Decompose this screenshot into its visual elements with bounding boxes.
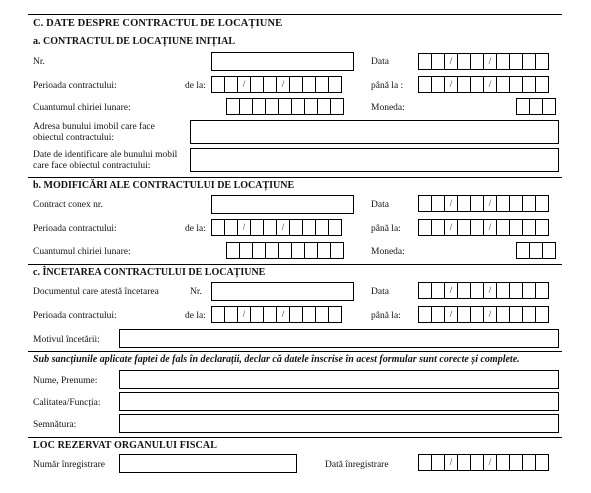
data-inregistrare-label: Dată înregistrare — [325, 460, 389, 470]
input-cell[interactable] — [457, 76, 471, 93]
date-separator-cell: / — [276, 76, 290, 93]
input-cell[interactable] — [496, 76, 510, 93]
input-cell[interactable] — [516, 98, 530, 115]
date-separator-cell: / — [444, 76, 458, 93]
period-from-grid[interactable] — [211, 219, 342, 236]
input-cell[interactable] — [457, 219, 471, 236]
period-from-grid[interactable] — [211, 306, 342, 323]
input-cell[interactable] — [470, 454, 484, 471]
input-cell[interactable] — [252, 98, 266, 115]
input-cell[interactable] — [431, 454, 445, 471]
input-cell[interactable] — [522, 195, 536, 212]
input-cell[interactable] — [278, 98, 292, 115]
input-cell[interactable] — [226, 98, 240, 115]
rent-amount-grid[interactable] — [226, 98, 344, 115]
input-cell[interactable] — [470, 219, 484, 236]
panala-label: până la : — [371, 81, 404, 91]
nr-label: Nr. — [190, 287, 202, 297]
signature-input[interactable] — [119, 414, 559, 433]
input-cell[interactable] — [289, 306, 303, 323]
input-cell[interactable] — [431, 195, 445, 212]
input-cell[interactable] — [522, 306, 536, 323]
cuantum-label: Cuantumul chiriei lunare: — [33, 103, 131, 113]
input-cell[interactable] — [470, 76, 484, 93]
period-to-grid[interactable] — [418, 219, 549, 236]
input-cell[interactable] — [317, 98, 331, 115]
input-cell[interactable] — [278, 242, 292, 259]
nr-label: Nr. — [33, 57, 45, 67]
input-cell[interactable] — [516, 242, 530, 259]
input-cell[interactable] — [330, 242, 344, 259]
declaration-text: Sub sancțiunile aplicate faptei de fals în declarații, declar că datele înscrise în acest formular sunt corecte și complete. — [33, 354, 520, 365]
input-cell[interactable] — [542, 242, 556, 259]
period-from-grid[interactable] — [211, 76, 342, 93]
section-c-title: C. DATE DESPRE CONTRACTUL DE LOCAȚIUNE — [33, 18, 283, 29]
input-cell[interactable] — [250, 219, 264, 236]
input-cell[interactable] — [509, 219, 523, 236]
nume-label: Nume, Prenume: — [33, 376, 98, 386]
input-cell[interactable] — [317, 242, 331, 259]
input-cell[interactable] — [302, 306, 316, 323]
input-cell[interactable] — [522, 219, 536, 236]
date-separator-cell: / — [483, 219, 497, 236]
date-separator-cell: / — [276, 306, 290, 323]
input-cell[interactable] — [457, 306, 471, 323]
perioada-label: Perioada contractului: — [33, 311, 117, 321]
input-cell[interactable] — [263, 219, 277, 236]
termination-date-grid[interactable] — [418, 282, 549, 299]
input-cell[interactable] — [509, 306, 523, 323]
input-cell[interactable] — [226, 242, 240, 259]
input-cell[interactable] — [470, 195, 484, 212]
input-cell[interactable] — [496, 306, 510, 323]
moneda-label: Moneda: — [371, 103, 405, 113]
input-cell[interactable] — [418, 53, 432, 70]
input-cell[interactable] — [509, 454, 523, 471]
input-cell[interactable] — [263, 306, 277, 323]
data-label: Data — [371, 57, 389, 67]
input-cell[interactable] — [302, 76, 316, 93]
input-cell[interactable] — [509, 282, 523, 299]
position-input[interactable] — [119, 392, 559, 411]
date-separator-cell: / — [444, 454, 458, 471]
motiv-label: Motivul încetării: — [33, 335, 100, 345]
input-cell[interactable] — [496, 195, 510, 212]
panala-label: până la: — [371, 311, 401, 321]
input-cell[interactable] — [265, 242, 279, 259]
date-separator-cell: / — [444, 306, 458, 323]
termination-reason-input[interactable] — [119, 329, 559, 348]
input-cell[interactable] — [431, 219, 445, 236]
input-cell[interactable] — [418, 195, 432, 212]
input-cell[interactable] — [315, 306, 329, 323]
numar-label: Număr înregistrare — [33, 460, 106, 470]
input-cell[interactable] — [522, 76, 536, 93]
contract-date-grid[interactable] — [418, 53, 549, 70]
input-cell[interactable] — [542, 98, 556, 115]
identification-input[interactable] — [190, 148, 559, 172]
input-cell[interactable] — [496, 282, 510, 299]
document-label: Documentul care atestă încetarea — [33, 287, 159, 297]
input-cell[interactable] — [418, 76, 432, 93]
fiscal-title: LOC REZERVAT ORGANULUI FISCAL — [33, 440, 217, 451]
input-cell[interactable] — [265, 98, 279, 115]
input-cell[interactable] — [535, 454, 549, 471]
date-separator-cell: / — [444, 53, 458, 70]
input-cell[interactable] — [250, 306, 264, 323]
date-separator-cell: / — [444, 219, 458, 236]
input-cell[interactable] — [291, 98, 305, 115]
input-cell[interactable] — [457, 454, 471, 471]
input-cell[interactable] — [263, 76, 277, 93]
input-cell[interactable] — [496, 454, 510, 471]
data-label: Data — [371, 287, 389, 297]
currency-grid[interactable] — [516, 98, 556, 115]
dela-label: de la: — [185, 81, 206, 91]
input-cell[interactable] — [304, 98, 318, 115]
input-cell[interactable] — [289, 219, 303, 236]
adresa-label: Adresa bunului imobil care face obiectul contractului: — [33, 122, 155, 143]
input-cell[interactable] — [470, 53, 484, 70]
input-cell[interactable] — [470, 306, 484, 323]
rule-fiscal — [28, 437, 562, 438]
rule-b — [28, 177, 562, 178]
input-cell[interactable] — [457, 282, 471, 299]
input-cell[interactable] — [211, 306, 225, 323]
data-label: Data — [371, 200, 389, 210]
input-cell[interactable] — [418, 454, 432, 471]
input-cell[interactable] — [529, 98, 543, 115]
date-separator-cell: / — [444, 282, 458, 299]
semnatura-label: Semnătura: — [33, 420, 77, 430]
date-separator-cell: / — [483, 195, 497, 212]
input-cell[interactable] — [535, 306, 549, 323]
date-separator-cell: / — [483, 306, 497, 323]
input-cell[interactable] — [224, 76, 238, 93]
input-cell[interactable] — [418, 282, 432, 299]
input-cell[interactable] — [496, 219, 510, 236]
input-cell[interactable] — [302, 219, 316, 236]
input-cell[interactable] — [522, 282, 536, 299]
input-cell[interactable] — [289, 76, 303, 93]
panala-label: până la: — [371, 224, 401, 234]
perioada-label: Perioada contractului: — [33, 224, 117, 234]
input-cell[interactable] — [535, 195, 549, 212]
input-cell[interactable] — [431, 76, 445, 93]
dela-label: de la: — [185, 311, 206, 321]
input-cell[interactable] — [535, 76, 549, 93]
input-cell[interactable] — [250, 76, 264, 93]
input-cell[interactable] — [211, 219, 225, 236]
perioada-label: Perioada contractului: — [33, 81, 117, 91]
registration-number-input[interactable] — [119, 454, 297, 473]
rent-amount-grid[interactable] — [226, 242, 344, 259]
date-separator-cell: / — [237, 76, 251, 93]
input-cell[interactable] — [418, 306, 432, 323]
period-to-grid[interactable] — [418, 306, 549, 323]
input-cell[interactable] — [522, 53, 536, 70]
currency-grid[interactable] — [516, 242, 556, 259]
date-separator-cell: / — [276, 219, 290, 236]
date-separator-cell: / — [483, 76, 497, 93]
input-cell[interactable] — [431, 282, 445, 299]
input-cell[interactable] — [535, 282, 549, 299]
input-cell[interactable] — [328, 306, 342, 323]
input-cell[interactable] — [418, 219, 432, 236]
period-to-grid[interactable] — [418, 76, 549, 93]
date-separator-cell: / — [483, 282, 497, 299]
document-nr-input[interactable] — [211, 282, 354, 301]
date-separator-cell: / — [483, 454, 497, 471]
input-cell[interactable] — [252, 242, 266, 259]
input-cell[interactable] — [224, 306, 238, 323]
input-cell[interactable] — [457, 53, 471, 70]
input-cell[interactable] — [291, 242, 305, 259]
input-cell[interactable] — [470, 282, 484, 299]
input-cell[interactable] — [330, 98, 344, 115]
contract-nr-input[interactable] — [211, 52, 354, 71]
input-cell[interactable] — [522, 454, 536, 471]
top-rule — [28, 14, 562, 15]
input-cell[interactable] — [304, 242, 318, 259]
moneda-label: Moneda: — [371, 247, 405, 257]
input-cell[interactable] — [496, 53, 510, 70]
input-cell[interactable] — [535, 219, 549, 236]
rule-declaration — [28, 351, 562, 352]
subsection-c-title: c. ÎNCETAREA CONTRACTULUI DE LOCAȚIUNE — [33, 267, 266, 278]
input-cell[interactable] — [431, 53, 445, 70]
input-cell[interactable] — [239, 98, 253, 115]
date-separator-cell: / — [483, 53, 497, 70]
input-cell[interactable] — [509, 76, 523, 93]
input-cell[interactable] — [509, 195, 523, 212]
identificare-label: Date de identificare ale bunului mobil care face obiectul contractului: — [33, 150, 178, 171]
dela-label: de la: — [185, 224, 206, 234]
input-cell[interactable] — [239, 242, 253, 259]
subsection-b-title: b. MODIFICĂRI ALE CONTRACTULUI DE LOCAȚIUNE — [33, 180, 295, 191]
contract-conex-input[interactable] — [211, 195, 354, 214]
cuantum-label: Cuantumul chiriei lunare: — [33, 247, 131, 257]
registration-date-grid[interactable] — [418, 454, 549, 471]
input-cell[interactable] — [328, 76, 342, 93]
date-separator-cell: / — [237, 306, 251, 323]
date-separator-cell: / — [237, 219, 251, 236]
conex-date-grid[interactable] — [418, 195, 549, 212]
input-cell[interactable] — [457, 195, 471, 212]
input-cell[interactable] — [535, 53, 549, 70]
date-separator-cell: / — [444, 195, 458, 212]
contract-conex-label: Contract conex nr. — [33, 200, 103, 210]
input-cell[interactable] — [509, 53, 523, 70]
input-cell[interactable] — [315, 219, 329, 236]
input-cell[interactable] — [224, 219, 238, 236]
input-cell[interactable] — [529, 242, 543, 259]
input-cell[interactable] — [211, 76, 225, 93]
input-cell[interactable] — [315, 76, 329, 93]
address-input[interactable] — [190, 120, 559, 144]
input-cell[interactable] — [328, 219, 342, 236]
rule-c — [28, 264, 562, 265]
calitatea-label: Calitatea/Funcția: — [33, 398, 101, 408]
input-cell[interactable] — [431, 306, 445, 323]
subsection-a-title: a. CONTRACTUL DE LOCAȚIUNE INIȚIAL — [33, 36, 235, 47]
name-input[interactable] — [119, 370, 559, 389]
